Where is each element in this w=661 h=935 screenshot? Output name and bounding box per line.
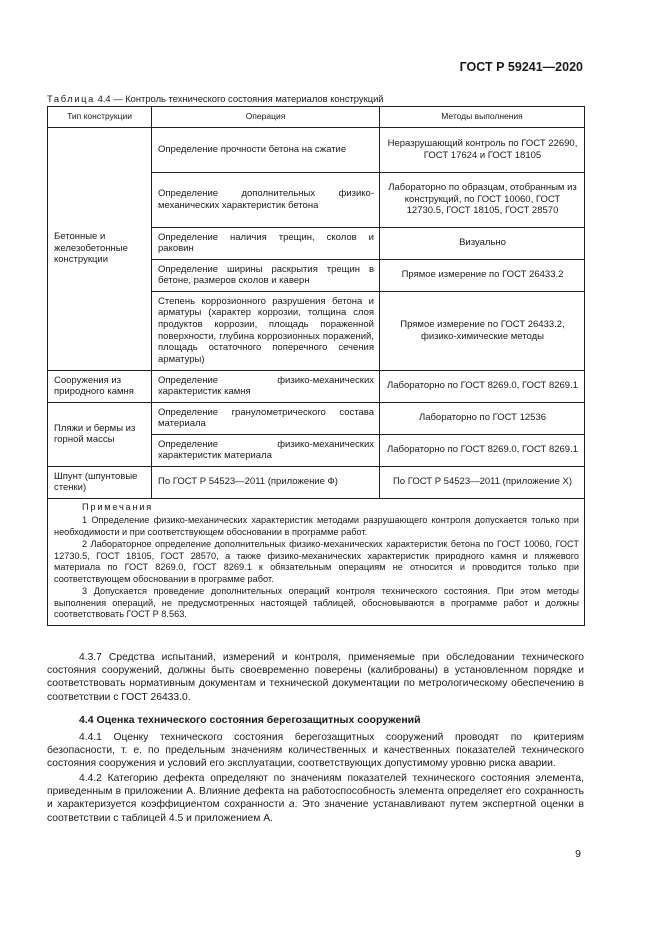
header-operation: Операция (152, 107, 380, 128)
table-row (48, 466, 585, 498)
notes-row (48, 498, 585, 625)
method-cell: Лабораторно по ГОСТ 8269.0, ГОСТ 8269.1 (380, 370, 585, 402)
table-caption-text: 4.4 — Контроль технического состояния материалов конструкций (97, 93, 384, 104)
note-item: 3 Допускается проведение дополнительных операций контроля технического состояния. При этом методы выполнения операций, не предусмотренных настоящей таблицей, обосновываются в программе работ и должны соответствовать ГОСТ Р 8.563. (54, 586, 579, 620)
note-item: 2 Лабораторное определение дополнительных физико-механических характеристик бетона по ГОСТ 10060, ГОСТ 12730.5, ГОСТ 18105, ГОСТ 28570, а также физико-механических характеристик природного камня и пляжевого материала по ГОСТ 8269.0, ГОСТ 8269.1 к обязательным операциям не относится и проводится только при соответствующем обосновании в программе работ. (54, 539, 579, 584)
method-cell: Визуально (380, 227, 585, 259)
operation-cell: Определение физико-механических характеристик камня (152, 370, 380, 402)
paragraph-4-4-2 (47, 772, 584, 825)
method-cell: Прямое измерение по ГОСТ 26433.2 (380, 259, 585, 291)
document-code: ГОСТ Р 59241—2020 (459, 60, 583, 74)
operation-cell: Определение ширины раскрытия трещин в бетоне, размеров сколов и каверн (152, 259, 380, 291)
method-cell: Прямое измерение по ГОСТ 26433.2, физико-химические методы (380, 291, 585, 370)
type-cell: Пляжи и бермы из горной массы (48, 402, 152, 466)
type-cell: Шпунт (шпунтовые стенки) (48, 466, 152, 498)
table-caption-prefix: Таблица (47, 93, 95, 104)
method-cell: Лабораторно по ГОСТ 12536 (380, 402, 585, 434)
operation-cell: Степень коррозионного разрушения бетона и арматуры (характер коррозии, толщина слоя продуктов коррозии, площадь пораженной поверхности, глубина коррозионных поражений, площадь остаточного поперечного сечения арматуры) (152, 291, 380, 370)
note-item: 1 Определение физико-механических характеристик методами разрушающего контроля допускается только при необходимости и при соответствующем обосновании в программе работ. (54, 515, 579, 537)
page-number: 9 (575, 848, 581, 860)
method-cell: Лабораторно по ГОСТ 8269.0, ГОСТ 8269.1 (380, 434, 585, 466)
notes-cell (48, 498, 585, 625)
table-header-row (48, 107, 585, 128)
notes-title: Примечания (82, 501, 154, 512)
operation-cell: Определение наличия трещин, сколов и раковин (152, 227, 380, 259)
paragraph-4-4-1: 4.4.1 Оценку технического состояния берегозащитных сооружений проводят по критериям безопасности, т. е. по предельным значениям количественных и качественных показателей технического состояния сооружения и условий его эксплуатации, соответствующих допустимому уровню риска аварии. (47, 732, 584, 770)
operation-cell: Определение гранулометрического состава материала (152, 402, 380, 434)
type-cell: Сооружения из природного камня (48, 370, 152, 402)
coefficient-symbol: a (288, 799, 295, 811)
paragraph-4-4-2-part1: 4.4.2 Категорию дефекта определяют по значениям показателей технического состояния элемента, приведенным в приложении А. Влияние дефекта на работоспособность элемента определяет его сохранность и характеризуется коэффициентом сохранности (47, 773, 584, 811)
section-heading-4-4: 4.4 Оценка технического состояния берегозащитных сооружений (79, 714, 421, 726)
paragraph-4-4-2-part2: . Это значение устанавливают путем экспертной оценки в соответствии с таблицей 4.5 и приложением А. (47, 799, 584, 824)
operation-cell: Определение физико-механических характеристик материала (152, 434, 380, 466)
operation-cell: Определение прочности бетона на сжатие (152, 127, 380, 172)
table-row (48, 127, 585, 172)
header-methods: Методы выполнения (380, 107, 585, 128)
paragraph-4-3-7: 4.3.7 Средства испытаний, измерений и контроля, применяемые при обследовании технического состояния сооружений, должны быть своевременно поверены (калиброваны) в установленном порядке и соответствовать нормативным документам и технической документации по метрологическому обеспечению в соответствии с ГОСТ 26433.0. (47, 652, 584, 703)
operation-cell: По ГОСТ Р 54523—2011 (приложение Ф) (152, 466, 380, 498)
table-row (48, 370, 585, 402)
type-cell: Бетонные и железобетонные конструкции (48, 127, 152, 370)
method-cell: Лабораторно по образцам, отобранным из конструкций, по ГОСТ 10060, ГОСТ 12730.5, ГОСТ 18105, ГОСТ 28570 (380, 172, 585, 227)
table-caption (47, 93, 384, 104)
method-cell: По ГОСТ Р 54523—2011 (приложение Х) (380, 466, 585, 498)
table-row (48, 402, 585, 434)
header-type: Тип конструкции (48, 107, 152, 128)
method-cell: Неразрушающий контроль по ГОСТ 22690, ГОСТ 17624 и ГОСТ 18105 (380, 127, 585, 172)
operation-cell: Определение дополнительных физико-механических характеристик бетона (152, 172, 380, 227)
materials-control-table (47, 106, 585, 626)
